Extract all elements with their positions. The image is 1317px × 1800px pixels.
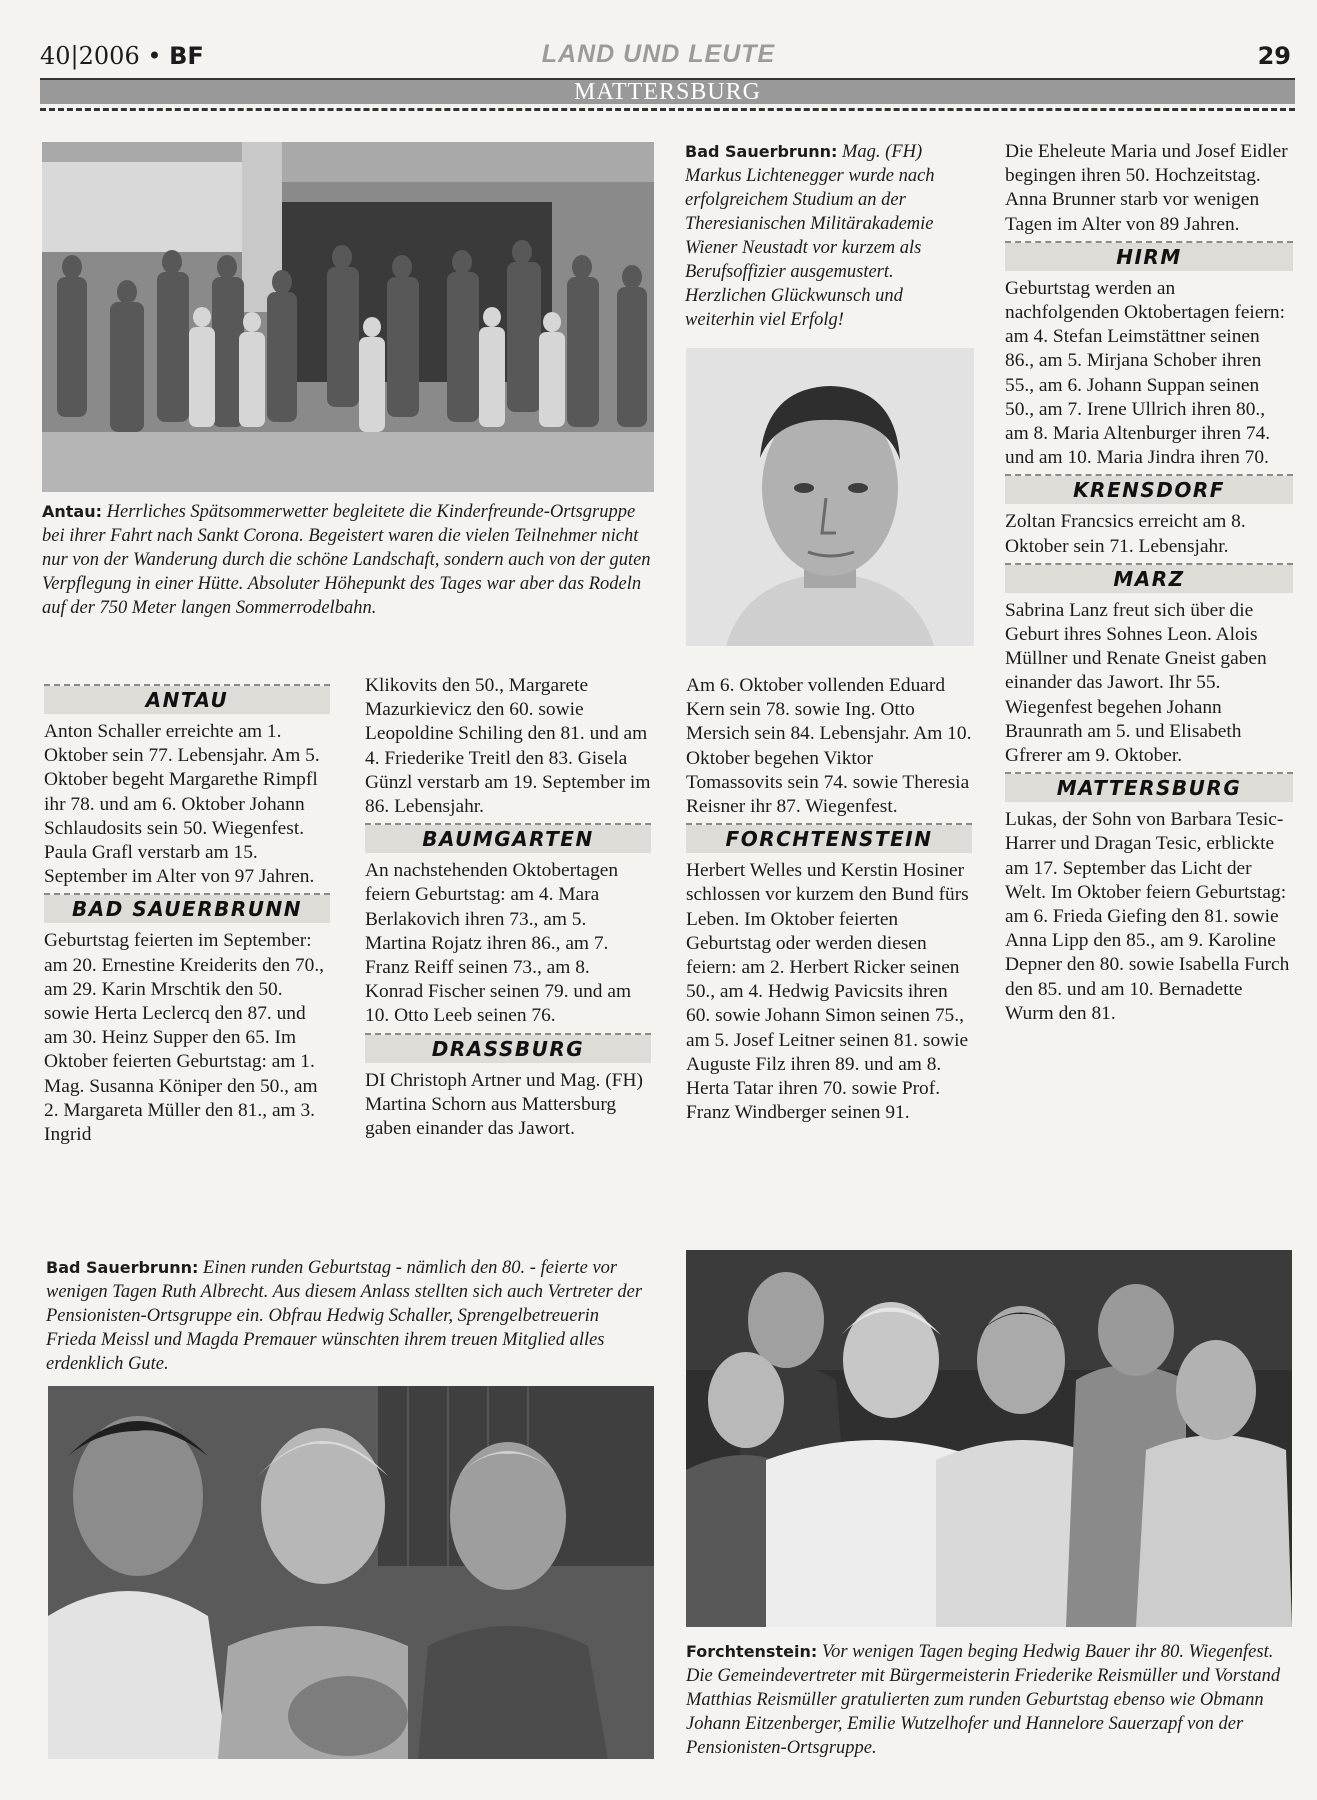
article-bad-sauerbrunn-cont: Klikovits den 50., Margarete Mazurkievicz den 60. sowie Leopoldine Schiling den 81. und am 4. Friederike Treitl den 83. Gisela Günzl verstarb am 19. September im 86. Lebensjahr. (365, 675, 651, 818)
portrait-photo (686, 348, 974, 646)
caption-text: Mag. (FH) Markus Lichtenegger wurde nach erfolgreichem Studium an der Theresianischen Militärakademie Wiener Neustadt vor kurzem als Berufsoffizier ausgemustert. Herzlichen Glückwunsch und weiterhin viel Erfolg! (685, 142, 935, 330)
article-krensdorf: Zoltan Francsics erreicht am 8. Oktober sein 71. Lebensjahr. (1005, 511, 1246, 557)
article-intro-col3: Am 6. Oktober vollenden Eduard Kern sein 78. sowie Ing. Otto Mersich sein 84. Lebensjahr. Am 10. Oktober begehen Viktor Tomassovits sein 74. sowie Theresia Reisner ihr 87. Wiegenfest. (686, 675, 972, 818)
region-title: MATTERSBURG (573, 79, 762, 105)
caption-location: Bad Sauerbrunn: (685, 142, 838, 161)
region-banner (40, 78, 1295, 104)
group-photo (42, 142, 654, 492)
issue-year: 2006 (78, 42, 140, 70)
caption-bad-sauerbrunn-bottom (46, 1256, 654, 1376)
article-forchtenstein: Herbert Welles und Kerstin Hosiner schlossen vor kurzem den Bund fürs Leben. Im Oktober feierten Geburtstag oder werden diesen feiern: am 2. Herbert Ricker seinen 50., am 4. Hedwig Pavicsits ihren 60. sowie Johann Simon seinen 75., am 5. Josef Leitner seinen 81. sowie Auguste Filz ihren 89. und am 8. Herta Tatar ihren 70. sowie Prof. Franz Windberger seinen 91. (686, 860, 969, 1124)
section-heading-drassburg: DRASSBURG (365, 1033, 651, 1063)
section-heading-forchtenstein: FORCHTENSTEIN (686, 823, 972, 853)
brand-logo: BF (169, 42, 204, 70)
section-heading-bad-sauerbrunn: BAD SAUERBRUNN (44, 893, 330, 923)
section-heading-mattersburg: MATTERSBURG (1005, 772, 1293, 802)
column-4 (1005, 140, 1293, 1026)
divider (40, 108, 1295, 111)
section-heading-hirm: HIRM (1005, 241, 1293, 271)
section-heading-baumgarten: BAUMGARTEN (365, 823, 651, 853)
issue-info: 40|2006 • BF (40, 42, 204, 70)
article-baumgarten: An nachstehenden Oktobertagen feiern Geburtstag: am 4. Mara Berlakovich ihren 73., am 5. Martina Rojatz ihren 86., am 7. Franz Reiff seinen 73., am 8. Konrad Fischer seinen 79. und am 10. Otto Leeb seinen 76. (365, 860, 632, 1027)
section-heading-antau: ANTAU (44, 684, 330, 714)
issue-number: 40 (40, 42, 71, 70)
caption-location: Forchtenstein: (686, 1642, 818, 1661)
column-1 (44, 684, 330, 1147)
caption-text: Herrliches Spätsommerwetter begleitete die Kinderfreunde-Ortsgruppe bei ihrer Fahrt nach Sankt Corona. Begeistert waren die vielen Teilnehmer nicht nur von der Wanderung durch die schöne Landschaft, sondern auch von der guten Verpflegung in einer Hütte. Absoluter Höhepunkt des Tages war aber das Rodeln auf der 750 Meter langen Sommerrodelbahn. (42, 502, 651, 618)
section-heading-krensdorf: KRENSDORF (1005, 474, 1293, 504)
three-women-photo (48, 1386, 654, 1759)
caption-location: Bad Sauerbrunn: (46, 1258, 199, 1277)
caption-antau (42, 500, 654, 620)
article-drassburg: DI Christoph Artner und Mag. (FH) Martina Schorn aus Mattersburg gaben einander das Jawort. (365, 1069, 643, 1140)
article-antau: Anton Schaller erreichte am 1. Oktober sein 77. Lebensjahr. Am 5. Oktober begeht Margarethe Rimpfl ihr 78. und am 6. Oktober Johann Schlaudosits sein 50. Wiegenfest. Paula Grafl verstarb am 15. September im Alter von 97 Jahren. (44, 721, 320, 888)
section-heading-marz: MARZ (1005, 563, 1293, 593)
article-mattersburg: Lukas, der Sohn von Barbara Tesic-Harrer und Dragan Tesic, erblickte am 17. September das Licht der Welt. Im Oktober feiern Geburtstag: am 6. Frieda Giefing den 81. sowie Anna Lipp den 85., am 9. Karoline Depner den 80. sowie Isabella Furch den 85. und am 10. Bernadette Wurm den 81. (1005, 809, 1290, 1024)
column-3 (686, 674, 972, 1125)
caption-text: Vor wenigen Tagen beging Hedwig Bauer ihr 80. Wiegenfest. Die Gemeindevertreter mit Bürgermeisterin Friederike Reismüller und Vorstand Matthias Reismüller gratulierten zum runden Geburtstag ebenso wie Obmann Johann Eitzenberger, Emilie Wutzelhofer und Hannelore Sauerzapf von der Pensionisten-Ortsgruppe. (686, 1642, 1281, 1758)
caption-location: Antau: (42, 502, 103, 521)
caption-bad-sauerbrunn-top (685, 140, 955, 332)
caption-text: Einen runden Geburtstag - nämlich den 80. - feierte vor wenigen Tagen Ruth Albrecht. Aus diesem Anlass stellten sich auch Vertreter der Pensionisten-Ortsgruppe ein. Obfrau Hedwig Schaller, Sprengelbetreuerin Frieda Meissl und Magda Premauer wünschten ihrem treuen Mitglied alles erdenklich Gute. (46, 1258, 643, 1374)
article-bad-sauerbrunn: Geburtstag feierten im September: am 20. Ernestine Kreiderits den 70., am 29. Karin Mrschtik den 50. sowie Herta Leclercq den 87. und am 30. Heinz Supper den 65. Im Oktober feierten Geburtstag: am 1. Mag. Susanna Köniper den 50., am 2. Margareta Müller den 81., am 3. Ingrid (44, 930, 325, 1146)
group-celebration-photo (686, 1250, 1292, 1627)
caption-forchtenstein (686, 1640, 1292, 1760)
page-number: 29 (1257, 42, 1291, 70)
column-2 (365, 674, 651, 1141)
article-intro-col4: Die Eheleute Maria und Josef Eidler begingen ihren 50. Hochzeitstag. Anna Brunner starb vor wenigen Tagen im Alter von 89 Jahren. (1005, 141, 1288, 235)
article-hirm: Geburtstag werden an nachfolgenden Oktobertagen feiern: am 4. Stefan Leimstättner seinen 86., am 5. Mirjana Schober ihren 55., am 6. Johann Suppan seinen 50., am 7. Irene Ullrich ihren 80., am 8. Maria Altenburger ihren 74. und am 10. Maria Jindra ihren 70. (1005, 277, 1285, 469)
section-title: LAND UND LEUTE (541, 40, 776, 68)
article-marz: Sabrina Lanz freut sich über die Geburt ihres Sohnes Leon. Alois Müllner und Renate Gneist gaben einander das Jawort. Ihr 55. Wiegenfest begehen Johann Braunrath am 5. und Elisabeth Gfrerer am 9. Oktober. (1005, 599, 1267, 767)
